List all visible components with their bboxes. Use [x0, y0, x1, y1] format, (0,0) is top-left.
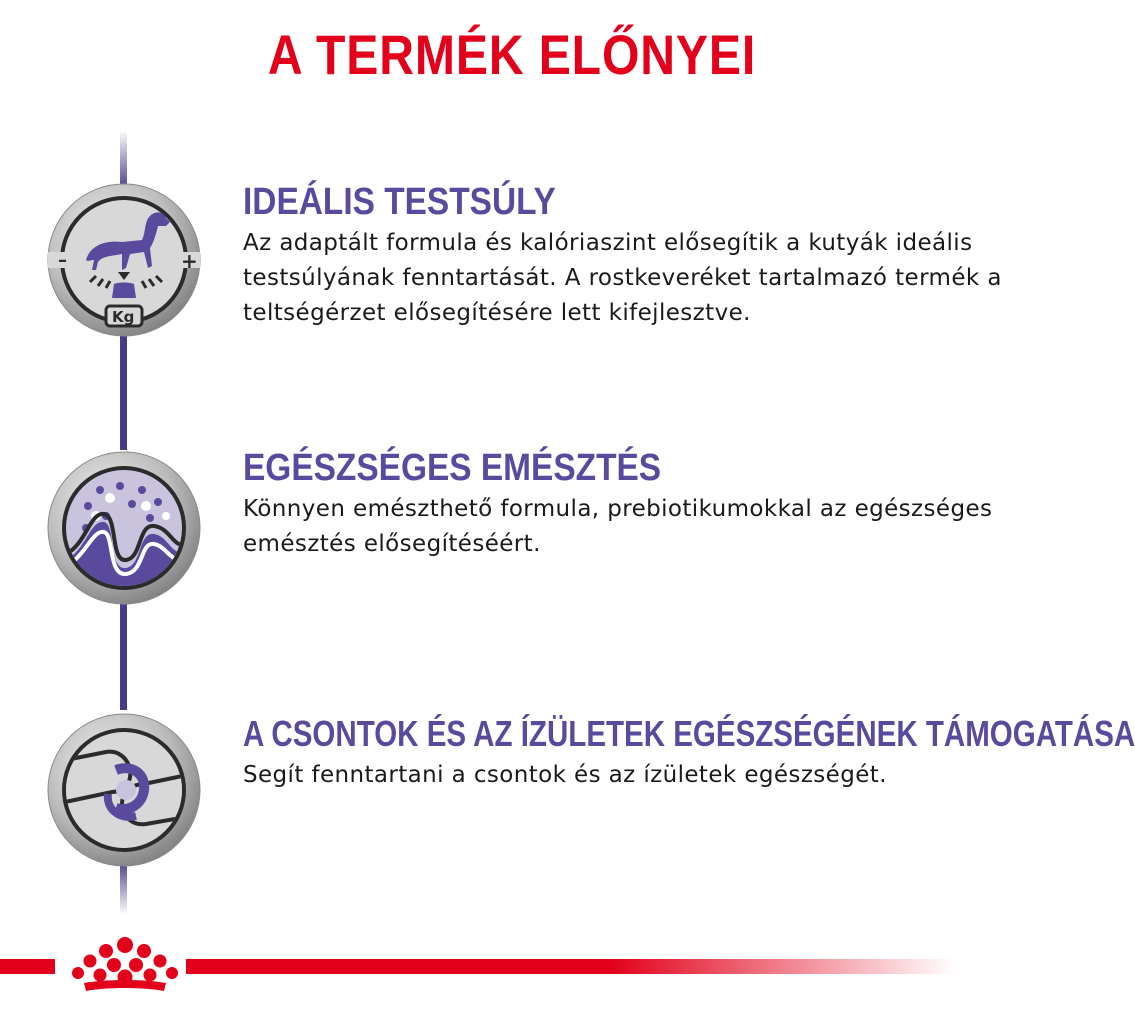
page-title: A TERMÉK ELŐNYEI	[267, 23, 757, 86]
feature-heading: A CSONTOK ÉS AZ ÍZÜLETEK EGÉSZSÉGÉNEK TÁMOGATÁSA	[243, 713, 1135, 754]
joint-icon	[46, 712, 202, 868]
timeline-segment	[120, 600, 127, 710]
feature-heading: EGÉSZSÉGES EMÉSZTÉS	[243, 447, 662, 489]
minus-label: –	[58, 250, 67, 271]
feature-digestion	[243, 446, 1003, 562]
royal-canin-crown-logo	[66, 935, 184, 995]
timeline-segment	[120, 330, 127, 450]
feature-text: Könnyen emészthető formula, prebiotikumokkal az egészséges emésztés elősegítéséért.	[243, 496, 993, 557]
dog-weight-icon	[46, 182, 202, 338]
feature-heading: IDEÁLIS TESTSÚLY	[243, 181, 556, 223]
timeline-segment	[120, 860, 127, 915]
digestion-icon	[46, 450, 202, 606]
feature-bones-joints	[243, 712, 1135, 793]
footer-red-line	[186, 959, 956, 974]
footer-red-line	[0, 959, 55, 974]
feature-ideal-weight	[243, 180, 1003, 331]
feature-text: Segít fenntartani a csontok és az ízületek egészségét.	[243, 762, 887, 788]
plus-label: +	[181, 249, 198, 273]
timeline-segment	[120, 130, 127, 190]
feature-text: Az adaptált formula és kalóriaszint elősegítik a kutyák ideális testsúlyának fenntartását. A rostkeveréket tartalmazó termék a teltségérzet elősegítésére lett kifejlesztve.	[243, 230, 1002, 326]
kg-label: Kg	[112, 308, 135, 326]
